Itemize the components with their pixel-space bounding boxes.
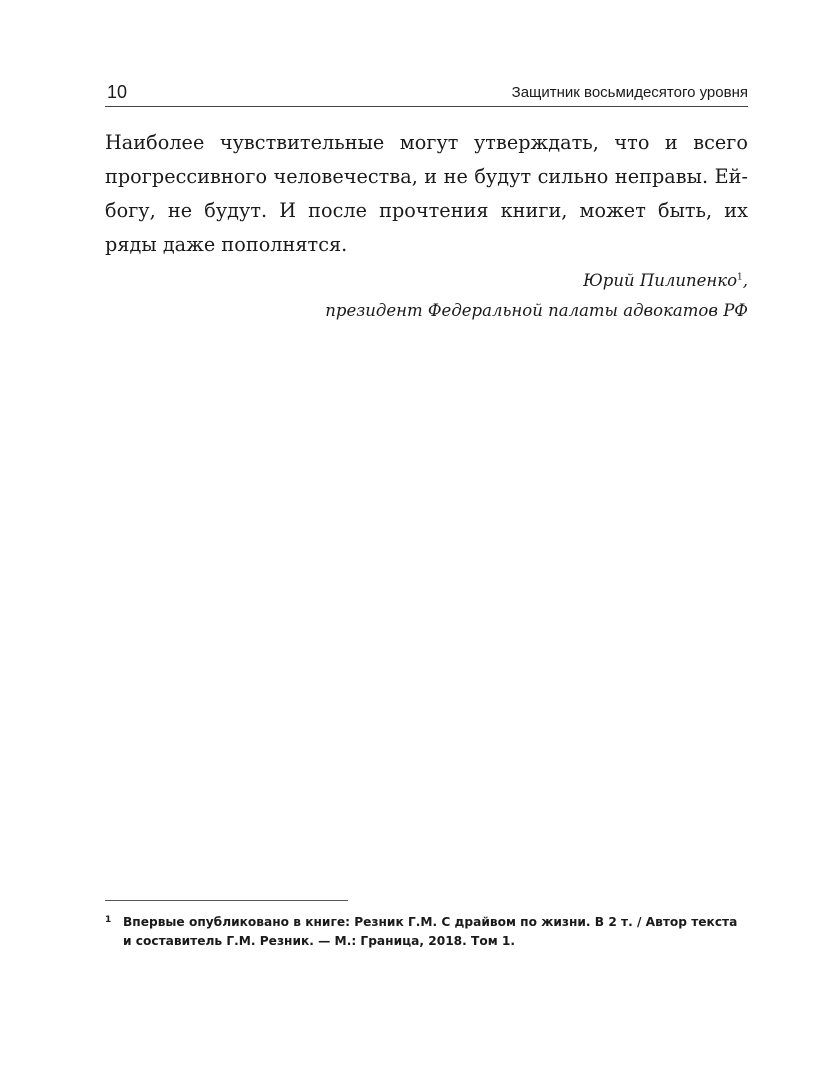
footnote-reference: 1 bbox=[737, 272, 743, 283]
footnote-text: Впервые опубликовано в книге: Резник Г.М. С драйвом по жизни. В 2 т. / Автор текста и составитель Г.М. Резник. — М.: Граница, 2018. Том 1. bbox=[123, 915, 738, 948]
signature-name: Юрий Пилипенко bbox=[583, 271, 738, 290]
footnote-mark: 1 bbox=[105, 915, 112, 925]
signature-title: президент Федеральной палаты адвокатов РФ bbox=[325, 301, 748, 320]
signature-block bbox=[325, 266, 748, 326]
page-header bbox=[105, 78, 748, 107]
page-number: 10 bbox=[107, 82, 128, 102]
footnote bbox=[105, 913, 748, 951]
signature-name-suffix: , bbox=[742, 271, 748, 290]
running-title: Защитник восьмидесятого уровня bbox=[511, 84, 748, 101]
signature-name-line bbox=[325, 266, 748, 296]
footnote-divider bbox=[105, 900, 348, 901]
body-paragraph: Наиболее чувствительные могут утверждать, что и всего прогрессивного человечества, и не будут сильно неправы. Ей-богу, не будут. И после прочтения книги, может быть, их ряды даже пополнятся. bbox=[105, 131, 748, 256]
